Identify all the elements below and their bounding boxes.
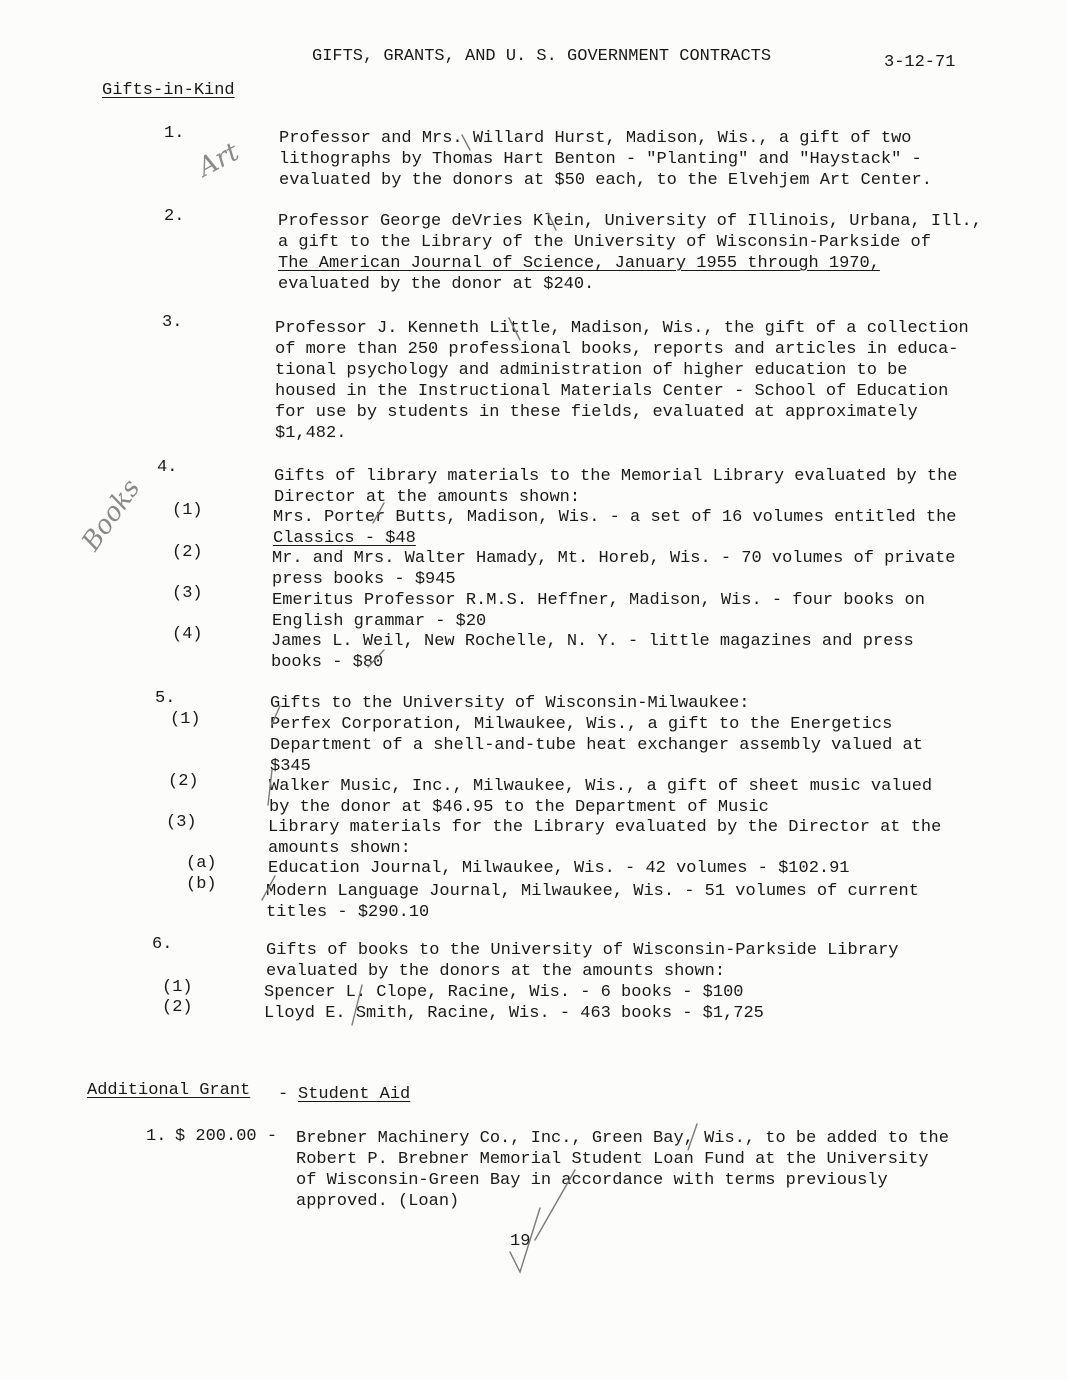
section-heading-additional-grant: Additional Grant [87,1081,251,1100]
text-line: Spencer L. Clope, Racine, Wis. - 6 books - $100 [264,983,744,1002]
handwritten-note-art: Art [193,137,245,184]
handwritten-note-books: Books [76,474,147,557]
text-line: evaluated by the donors at $50 each, to the Elvehjem Art Center. [279,171,932,190]
text-line: Emeritus Professor R.M.S. Heffner, Madison, Wis. - four books on [272,591,925,610]
text-line: evaluated by the donors at the amounts shown: [266,962,726,981]
text-line: Gifts of books to the University of Wisconsin-Parkside Library [266,941,899,960]
text-line: English grammar - $20 [272,612,487,631]
text-line: tional psychology and administration of higher education to be [275,361,908,380]
text-line: lithographs by Thomas Hart Benton - "Planting" and "Haystack" - [279,150,922,169]
text-line: Brebner Machinery Co., Inc., Green Bay, Wis., to be added to the [296,1129,949,1148]
text-line: Perfex Corporation, Milwaukee, Wis., a gift to the Energetics [270,715,893,734]
document-date: 3-12-71 [884,53,956,72]
subitem-number: (2) [162,998,193,1017]
text-line: Gifts of library materials to the Memorial Library evaluated by the [274,467,958,486]
gift-number: 4. [157,458,178,477]
gift-number: 5. [155,689,176,708]
subitem-number: (3) [166,813,197,832]
text-line: of Wisconsin-Green Bay in accordance with terms previously [296,1171,888,1190]
text-line: Mr. and Mrs. Walter Hamady, Mt. Horeb, Wis. - 70 volumes of private [272,549,956,568]
subitem-number: (a) [186,854,217,873]
subheading-prefix: - [278,1085,289,1104]
text-line: Professor George deVries Klein, University of Illinois, Urbana, Ill., [278,212,982,231]
text-line: press books - $945 [272,570,456,589]
subitem-number: (3) [172,584,203,603]
text-line: of more than 250 professional books, reports and articles in educa- [275,340,959,359]
subitem-number: (4) [172,625,203,644]
subheading-student-aid: Student Aid [298,1085,411,1104]
subitem-number: (b) [186,875,217,894]
tick-mark-icon [688,1124,697,1150]
tick-mark-icon [262,876,275,900]
text-line: James L. Weil, New Rochelle, N. Y. - little magazines and press [271,632,914,651]
text-line: Classics - $48 [273,529,416,548]
text-line: books - $80 [271,653,384,672]
gift-number: 3. [162,313,183,332]
text-line: Professor J. Kenneth Little, Madison, Wis., the gift of a collection [275,319,969,338]
gift-number: 6. [152,935,173,954]
text-line: Department of a shell-and-tube heat exchanger assembly valued at [270,736,923,755]
document-title: GIFTS, GRANTS, AND U. S. GOVERNMENT CONTRACTS [312,47,772,66]
journal-title-line: The American Journal of Science, January 1955 through 1970, [278,254,880,273]
subitem-number: (2) [172,543,203,562]
subitem-number: (2) [168,772,199,791]
text-line: Lloyd E. Smith, Racine, Wis. - 463 books - $1,725 [264,1004,764,1023]
text-line: $345 [270,757,311,776]
gift-number: 1. [164,124,185,143]
text-line: Gifts to the University of Wisconsin-Milwaukee: [270,694,750,713]
tick-mark-icon [272,706,280,724]
text-line: amounts shown: [268,839,411,858]
subitem-number: (1) [172,501,203,520]
text-line: $1,482. [275,424,347,443]
text-line: Professor and Mrs. Willard Hurst, Madison, Wis., a gift of two [279,129,912,148]
text-line: Education Journal, Milwaukee, Wis. - 42 volumes - $102.91 [268,859,850,878]
section-heading-gifts-in-kind: Gifts-in-Kind [102,81,235,100]
subitem-number: (1) [170,710,201,729]
tick-mark-icon [462,135,470,150]
text-line: for use by students in these fields, evaluated at approximately [275,403,918,422]
tick-mark-icon [368,650,384,667]
text-line: housed in the Instructional Materials Center - School of Education [275,382,949,401]
tick-mark-icon [509,318,520,340]
text-line: evaluated by the donor at $240. [278,275,595,294]
text-line: Modern Language Journal, Milwaukee, Wis. - 51 volumes of current [266,882,919,901]
tick-mark-icon [352,985,362,1025]
text-line: a gift to the Library of the University of Wisconsin-Parkside of [278,233,931,252]
gift-number: 2. [164,207,185,226]
grant-amount: $ 200.00 - [175,1127,278,1146]
subitem-number: (1) [162,978,193,997]
checkmark-icon [535,1170,575,1240]
text-line: titles - $290.10 [266,903,430,922]
text-line: Mrs. Porter Butts, Madison, Wis. - a set of 16 volumes entitled the [273,508,957,527]
tick-mark-icon [373,503,384,523]
grant-number: 1. [146,1127,167,1146]
tick-mark-icon [268,770,272,805]
text-line: approved. (Loan) [296,1192,460,1211]
text-line: by the donor at $46.95 to the Department of Music [269,798,769,817]
page-number: 19 [510,1232,531,1251]
text-line: Walker Music, Inc., Milwaukee, Wis., a gift of sheet music valued [269,777,933,796]
text-line: Director at the amounts shown: [274,488,581,507]
text-line: Robert P. Brebner Memorial Student Loan Fund at the University [296,1150,929,1169]
text-line: Library materials for the Library evaluated by the Director at the [268,818,942,837]
tick-mark-icon [548,213,556,230]
